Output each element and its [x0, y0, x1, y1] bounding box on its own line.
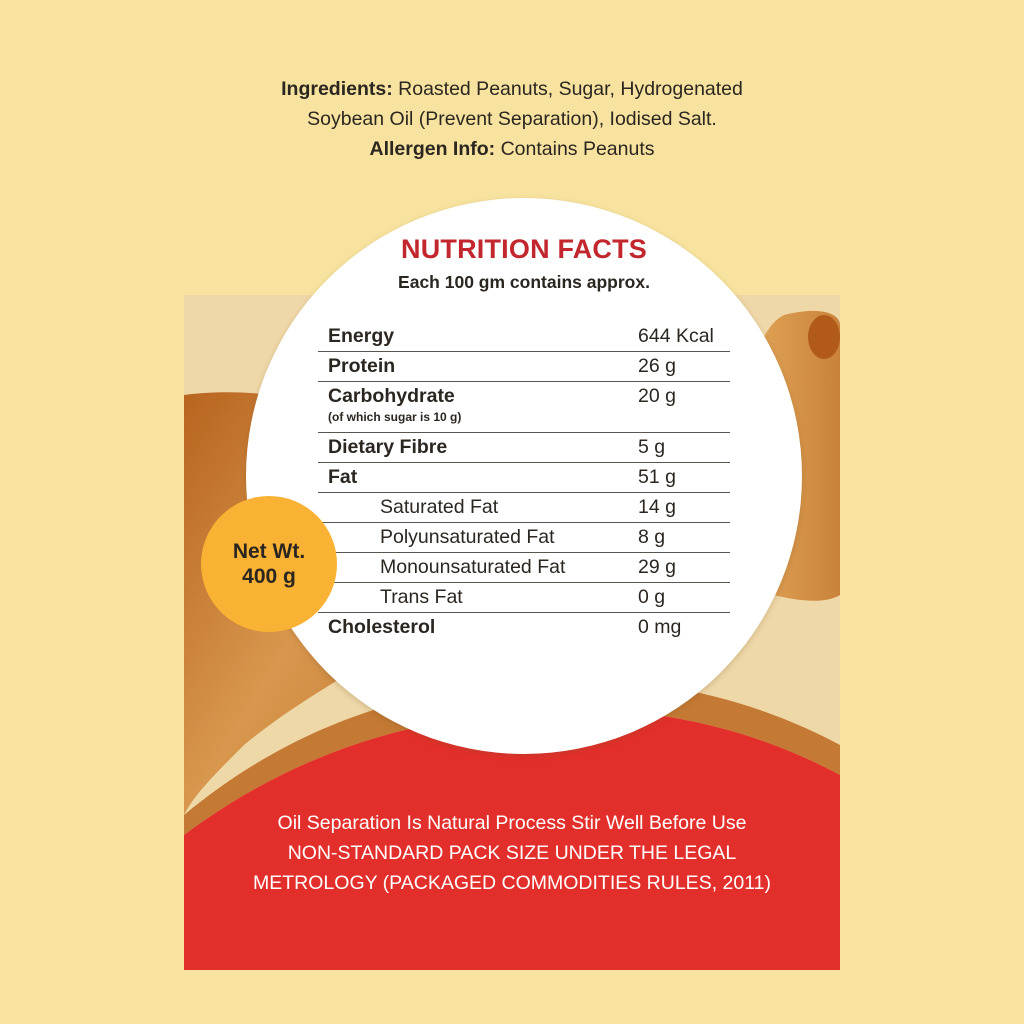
nutrient-value: 0 mg — [638, 616, 682, 638]
nutrient-note: (of which sugar is 10 g) — [328, 410, 462, 424]
nutrient-name: Polyunsaturated Fat — [380, 526, 555, 548]
nutrition-row-monounsaturated-fat — [318, 553, 730, 583]
nutrient-value: 0 g — [638, 586, 666, 608]
ingredients-text-1: Roasted Peanuts, Sugar, Hydrogenated — [392, 78, 743, 100]
footer-line-2: NON-STANDARD PACK SIZE UNDER THE LEGAL — [287, 842, 737, 864]
nutrient-name: Monounsaturated Fat — [380, 556, 566, 578]
nutrient-value: 26 g — [638, 355, 676, 377]
nutrition-row-cholesterol — [318, 613, 730, 642]
nutrition-row-polyunsaturated-fat — [318, 523, 730, 553]
net-weight-value: 400 g — [242, 565, 296, 588]
net-weight-badge — [201, 496, 337, 632]
footer-text — [184, 808, 840, 898]
nutrient-value: 29 g — [638, 556, 676, 578]
allergen-label: Allergen Info: — [369, 138, 496, 160]
ingredients-label: Ingredients: — [281, 78, 393, 100]
nutrient-value: 14 g — [638, 496, 676, 518]
nutrition-row-fat — [318, 463, 730, 493]
nutrition-row-energy — [318, 322, 730, 352]
nutrient-name: Trans Fat — [380, 586, 463, 608]
nutrient-name: Saturated Fat — [380, 496, 499, 518]
nutrient-name: Fat — [328, 466, 358, 488]
nutrient-value: 51 g — [638, 466, 676, 488]
nutrition-row-protein — [318, 352, 730, 382]
nutrient-value: 8 g — [638, 526, 666, 548]
nutrient-value: 20 g — [638, 385, 676, 407]
nutrient-name: Dietary Fibre — [328, 436, 448, 458]
nutrition-subtitle: Each 100 gm contains approx. — [398, 272, 650, 292]
nutrition-row-trans-fat — [318, 583, 730, 613]
allergen-line — [0, 134, 1024, 164]
nutrition-row-carbohydrate — [318, 382, 730, 433]
footer-line-1: Oil Separation Is Natural Process Stir Well Before Use — [277, 812, 747, 834]
nutrition-title: NUTRITION FACTS — [401, 234, 647, 264]
nutrient-name: Energy — [328, 325, 395, 347]
nutrient-name: Protein — [328, 355, 396, 377]
nutrient-name: Cholesterol — [328, 616, 436, 638]
nutrient-value: 5 g — [638, 436, 666, 458]
nutrition-table — [318, 322, 730, 642]
ingredients-block — [0, 74, 1024, 164]
nutrient-name: Carbohydrate — [328, 385, 455, 407]
nutrition-row-saturated-fat — [318, 493, 730, 523]
footer-line-3: METROLOGY (PACKAGED COMMODITIES RULES, 2011) — [253, 872, 771, 894]
ingredients-line-2: Soybean Oil (Prevent Separation), Iodised Salt. — [307, 108, 717, 130]
net-weight-label: Net Wt. — [232, 540, 306, 563]
nutrient-value: 644 Kcal — [638, 325, 714, 347]
ingredients-line-1 — [0, 74, 1024, 104]
allergen-text: Contains Peanuts — [495, 138, 655, 160]
nutrition-row-dietary-fibre — [318, 433, 730, 463]
